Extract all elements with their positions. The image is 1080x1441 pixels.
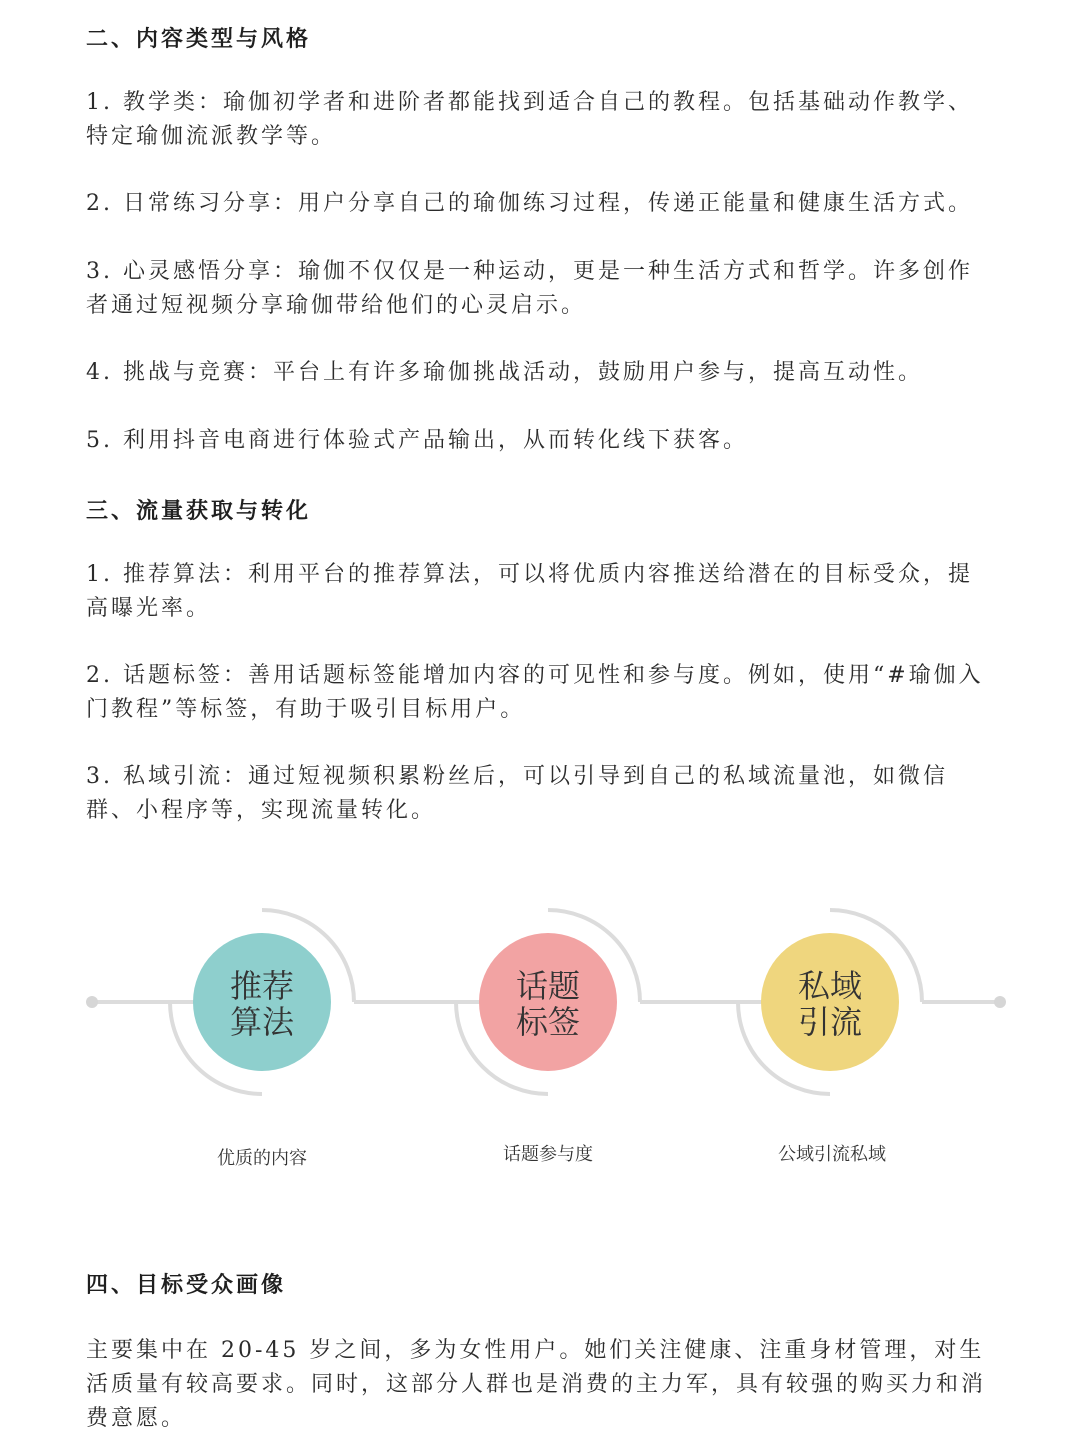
node-label-line1: 推荐 bbox=[229, 967, 294, 1005]
flow-end-dot bbox=[994, 996, 1006, 1008]
node-label-line2: 引流 bbox=[797, 1003, 862, 1041]
audience-description: 主要集中在 20-45 岁之间，多为女性用户。她们关注健康、注重身材管理，对生活质量有较高要求。同时，这部分人群也是消费的主力军，具有较强的购买力和消费意愿。 bbox=[86, 1338, 987, 1431]
list-item-daily-practice: 2. 日常练习分享：用户分享自己的瑜伽练习过程，传递正能量和健康生活方式。 bbox=[86, 191, 973, 216]
node-label-hashtag bbox=[478, 968, 618, 1040]
traffic-flow-diagram bbox=[0, 890, 1080, 1200]
list-item-hashtags: 2. 话题标签：善用话题标签能增加内容的可见性和参与度。例如，使用“#瑜伽入门教程”等标签，有助于吸引目标用户。 bbox=[86, 663, 984, 722]
list-item-spiritual: 3. 心灵感悟分享：瑜伽不仅仅是一种运动，更是一种生活方式和哲学。许多创作者通过短视频分享瑜伽带给他们的心灵启示。 bbox=[86, 259, 973, 318]
section-heading-content-types: 二、内容类型与风格 bbox=[86, 26, 312, 52]
node-label-line2: 标签 bbox=[515, 1003, 580, 1041]
section-heading-audience: 四、目标受众画像 bbox=[86, 1272, 287, 1298]
node-caption-hashtag: 话题参与度 bbox=[503, 1144, 593, 1165]
node-label-private bbox=[760, 968, 900, 1040]
list-item-private-traffic: 3. 私域引流：通过短视频积累粉丝后，可以引导到自己的私域流量池，如微信群、小程序等，实现流量转化。 bbox=[86, 764, 948, 823]
node-label-recommendation bbox=[192, 968, 332, 1040]
section-heading-traffic: 三、流量获取与转化 bbox=[86, 498, 312, 524]
list-item-ecommerce: 5. 利用抖音电商进行体验式产品输出，从而转化线下获客。 bbox=[86, 428, 748, 453]
node-label-line2: 算法 bbox=[229, 1003, 294, 1041]
node-caption-private: 公域引流私域 bbox=[778, 1144, 886, 1165]
list-item-challenges: 4. 挑战与竞赛：平台上有许多瑜伽挑战活动，鼓励用户参与，提高互动性。 bbox=[86, 360, 923, 385]
node-label-line1: 话题 bbox=[515, 967, 580, 1005]
node-caption-recommendation: 优质的内容 bbox=[217, 1148, 307, 1169]
flow-start-dot bbox=[86, 996, 98, 1008]
list-item-algorithm: 1. 推荐算法：利用平台的推荐算法，可以将优质内容推送给潜在的目标受众，提高曝光率。 bbox=[86, 562, 973, 621]
list-item-teaching: 1. 教学类：瑜伽初学者和进阶者都能找到适合自己的教程。包括基础动作教学、特定瑜伽流派教学等。 bbox=[86, 90, 973, 149]
node-label-line1: 私域 bbox=[797, 967, 862, 1005]
